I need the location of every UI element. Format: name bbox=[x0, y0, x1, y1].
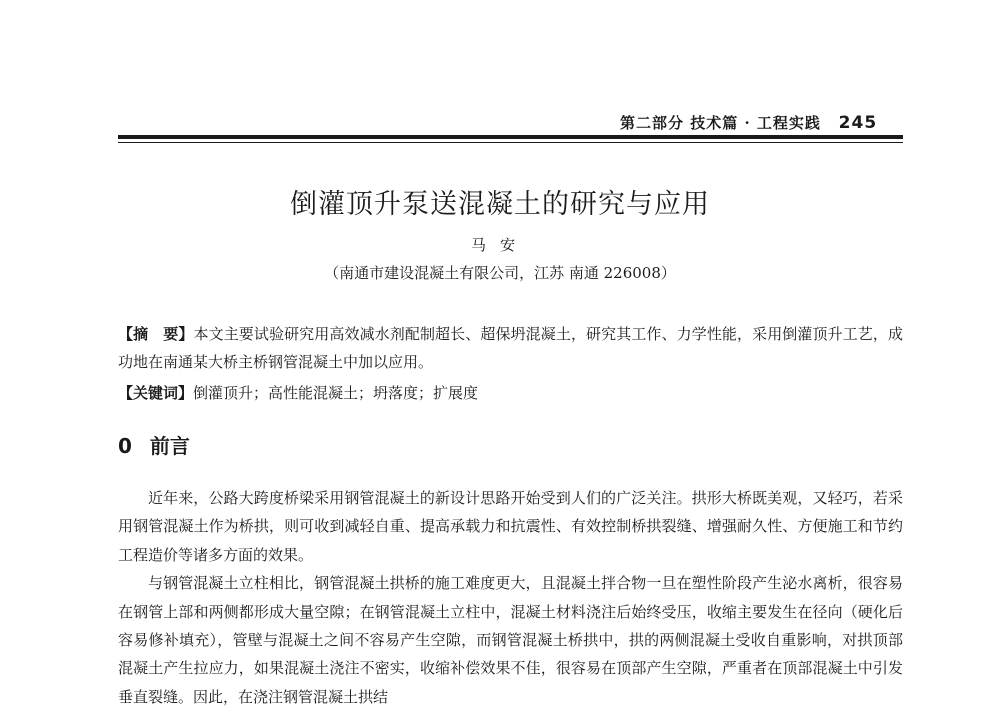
header-rule-thick bbox=[118, 135, 903, 139]
header-section: 第二部分 技术篇 · 工程实践 bbox=[620, 114, 821, 132]
article-affiliation: （南通市建设混凝土有限公司，江苏 南通 226008） bbox=[324, 264, 676, 282]
running-header bbox=[620, 112, 877, 133]
section-title: 前言 bbox=[149, 434, 190, 458]
keywords-label: 【关键词】 bbox=[118, 384, 194, 402]
header-rule-thin bbox=[118, 142, 903, 143]
abstract bbox=[118, 320, 903, 376]
paragraph: 与钢管混凝土立柱相比，钢管混凝土拱桥的施工难度更大，且混凝土拌合物一旦在塑性阶段产生泌水离析，很容易在钢管上部和两侧都形成大量空隙；在钢管混凝土立柱中，混凝土材料浇注后始终受压，收缩主要发生在径向（硬化后容易修补填充），管壁与混凝土之间不容易产生空隙，而钢管混凝土桥拱中，拱的两侧混凝土受收自重影响，对拱顶部混凝土产生拉应力，如果混凝土浇注不密实，收缩补偿效果不佳，很容易在顶部产生空隙，严重者在顶部混凝土中引发垂直裂缝。因此，在浇注钢管混凝土拱结 bbox=[118, 574, 903, 706]
article-author: 马安 bbox=[470, 236, 529, 254]
section-heading bbox=[118, 430, 190, 459]
keywords-text: 倒灌顶升；高性能混凝土；坍落度；扩展度 bbox=[193, 384, 479, 402]
section-number: 0 bbox=[118, 434, 132, 458]
abstract-label: 【摘 要】 bbox=[118, 325, 194, 343]
article-title: 倒灌顶升泵送混凝土的研究与应用 bbox=[290, 189, 710, 220]
paragraph: 近年来，公路大跨度桥梁采用钢管混凝土的新设计思路开始受到人们的广泛关注。拱形大桥既美观，又轻巧，若采用钢管混凝土作为桥拱，则可收到减轻自重、提高承载力和抗震性、有效控制桥拱裂缝、增强耐久性、方便施工和节约工程造价等诸多方面的效果。 bbox=[118, 489, 903, 564]
page-number: 245 bbox=[838, 113, 878, 133]
abstract-text: 本文主要试验研究用高效减水剂配制超长、超保坍混凝土，研究其工作、力学性能，采用倒灌顶升工艺，成功地在南通某大桥主桥钢管混凝土中加以应用。 bbox=[118, 325, 903, 371]
body-text bbox=[118, 484, 903, 711]
keywords bbox=[118, 381, 903, 405]
